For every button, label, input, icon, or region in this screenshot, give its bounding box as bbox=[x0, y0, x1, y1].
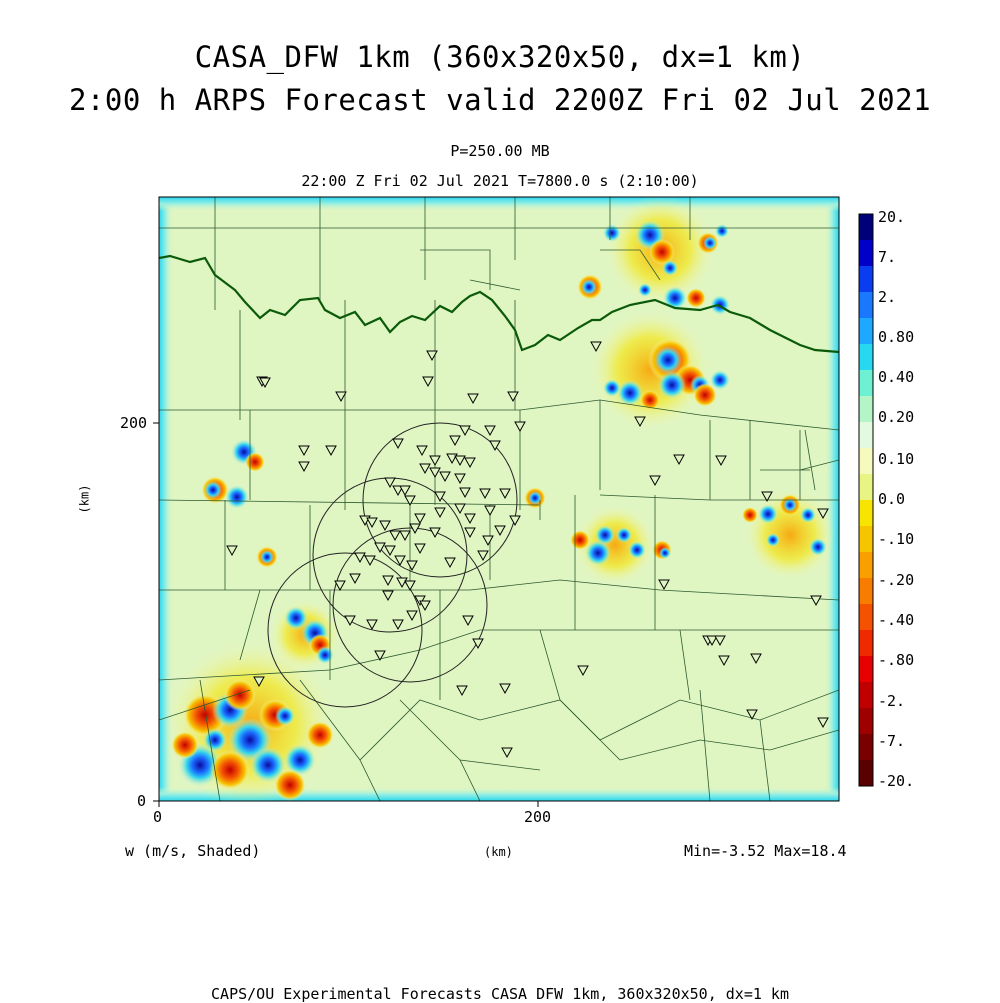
colorbar-label: -.10 bbox=[878, 530, 915, 548]
right-boundary-zone bbox=[825, 197, 839, 801]
colorbar-swatch bbox=[859, 682, 873, 709]
colorbar-label: -.40 bbox=[878, 611, 915, 629]
colorbar-swatch bbox=[859, 266, 873, 293]
colorbar-label: 0.0 bbox=[878, 490, 906, 508]
colorbar-swatch bbox=[859, 708, 873, 735]
colorbar-swatch bbox=[859, 370, 873, 397]
colorbar-label: 0.80 bbox=[878, 328, 915, 346]
colorbar-swatch bbox=[859, 292, 873, 319]
colorbar-swatch bbox=[859, 734, 873, 761]
min-max-stats: Min=-3.52 Max=18.4 bbox=[684, 842, 847, 860]
colorbar-label: -.20 bbox=[878, 571, 915, 589]
colorbar-swatch bbox=[859, 656, 873, 683]
colorbar-swatch bbox=[859, 630, 873, 657]
colorbar-label: -7. bbox=[878, 732, 906, 750]
y-tick-0: 0 bbox=[137, 792, 147, 810]
colorbar-swatch bbox=[859, 240, 873, 267]
colorbar-swatch bbox=[859, 760, 873, 787]
colorbar-label: -20. bbox=[878, 772, 915, 790]
y-axis-label: (km) bbox=[77, 484, 92, 514]
colorbar-swatch bbox=[859, 578, 873, 605]
y-tick-200: 200 bbox=[120, 414, 148, 432]
colorbar bbox=[859, 214, 873, 787]
variable-label: w (m/s, Shaded) bbox=[125, 842, 261, 860]
credit-line: CAPS/OU Experimental Forecasts CASA DFW 1km, 360x320x50, dx=1 km bbox=[211, 985, 789, 1003]
x-tick-0: 0 bbox=[153, 808, 163, 826]
colorbar-swatch bbox=[859, 604, 873, 631]
pressure-level: P=250.00 MB bbox=[450, 142, 550, 160]
colorbar-label: 7. bbox=[878, 248, 897, 266]
colorbar-label: -.80 bbox=[878, 651, 915, 669]
colorbar-swatch bbox=[859, 474, 873, 501]
colorbar-swatch bbox=[859, 214, 873, 241]
x-tick-200: 200 bbox=[524, 808, 552, 826]
colorbar-label: 0.20 bbox=[878, 408, 915, 426]
colorbar-swatch bbox=[859, 318, 873, 345]
colorbar-label: 0.40 bbox=[878, 368, 915, 386]
colorbar-swatch bbox=[859, 500, 873, 527]
colorbar-swatch bbox=[859, 526, 873, 553]
colorbar-label: -2. bbox=[878, 692, 906, 710]
colorbar-swatch bbox=[859, 422, 873, 449]
valid-time: 22:00 Z Fri 02 Jul 2021 T=7800.0 s (2:10:00) bbox=[301, 172, 699, 190]
colorbar-swatch bbox=[859, 344, 873, 371]
title-line-1: CASA_DFW 1km (360x320x50, dx=1 km) bbox=[194, 40, 806, 74]
x-axis-label: (km) bbox=[484, 845, 513, 859]
colorbar-label: 0.10 bbox=[878, 450, 915, 468]
colorbar-swatch bbox=[859, 552, 873, 579]
top-boundary-zone bbox=[159, 197, 839, 211]
colorbar-label: 2. bbox=[878, 288, 897, 306]
colorbar-swatch bbox=[859, 396, 873, 423]
colorbar-swatch bbox=[859, 448, 873, 475]
title-line-2: 2:00 h ARPS Forecast valid 2200Z Fri 02 Jul 2021 bbox=[68, 83, 932, 117]
colorbar-label: 20. bbox=[878, 208, 906, 226]
